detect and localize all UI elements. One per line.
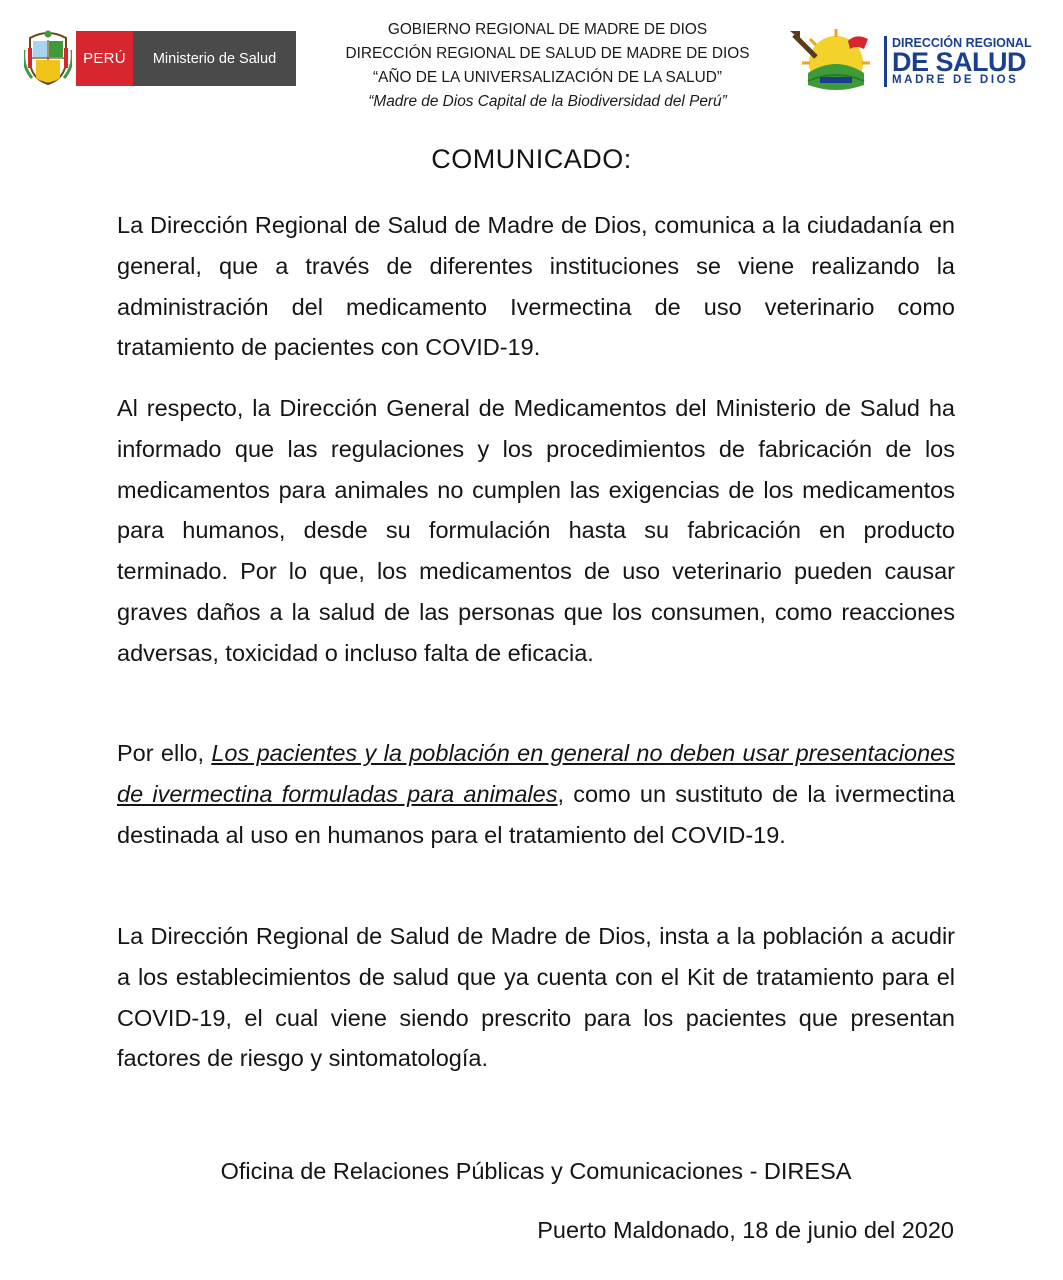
diresa-line-2: DE SALUD	[892, 47, 1027, 77]
document-title: COMUNICADO:	[431, 144, 632, 174]
paragraph-4: La Dirección Regional de Salud de Madre de Dios, insta a la población a acudir a los establecimientos de salud que ya cuenta con el Kit de tratamiento para el COVID-19, el cual viene siendo prescrito para los pacientes que presentan factores de riesgo y sintomatología.	[117, 923, 955, 1072]
paragraph-3-emphasis: Los pacientes y la población en general no deben usar presentaciones de ivermectina formuladas para animales	[117, 740, 955, 807]
peru-coat-of-arms-icon	[24, 30, 72, 86]
year-motto: “AÑO DE LA UNIVERSALIZACIÓN DE LA SALUD”	[373, 69, 722, 86]
paragraph-3-intro: Por ello,	[117, 740, 212, 766]
issuing-office: Oficina de Relaciones Públicas y Comunicaciones - DIRESA	[220, 1158, 852, 1184]
letterhead	[0, 0, 1063, 130]
directorate-name: DIRECCIÓN REGIONAL DE SALUD DE MADRE DE DIOS	[345, 45, 750, 62]
minsa-ministry: Ministerio de Salud	[133, 31, 296, 86]
paragraph-2: Al respecto, la Dirección General de Medicamentos del Ministerio de Salud ha informado que las regulaciones y los procedimientos de fabricación de los medicamentos para animales no cumplen las exigencias de los medicamentos para humanos, desde su formulación hasta su fabricación en producto terminado. Por lo que, los medicamentos de uso veterinario pueden causar graves daños a la salud de las personas que los consumen, como reacciones adversas, toxicidad o incluso falta de eficacia.	[117, 395, 955, 666]
region-motto: “Madre de Dios Capital de la Biodiversidad del Perú”	[368, 93, 727, 110]
gov-name: GOBIERNO REGIONAL DE MADRE DE DIOS	[387, 21, 708, 38]
minsa-country: PERÚ	[76, 31, 133, 86]
diresa-wordmark	[884, 36, 1044, 87]
letterhead-text	[300, 18, 795, 114]
paragraph-3-rest: , como un sustituto de la ivermectina destinada al uso en humanos para el tratamiento del COVID-19.	[117, 780, 955, 848]
diresa-line-3: MADRE DE DIOS	[892, 74, 1019, 86]
minsa-logo	[76, 31, 296, 86]
paragraph-1: La Dirección Regional de Salud de Madre de Dios, comunica a la ciudadanía en general, que a través de diferentes instituciones se viene realizando la administración del medicamento Ivermectina de uso veterinario como tratamiento de pacientes con COVID-19.	[117, 212, 955, 361]
diresa-line-1: DIRECCIÓN REGIONAL	[892, 36, 1032, 50]
place-and-date: Puerto Maldonado, 18 de junio del 2020	[537, 1217, 954, 1243]
paragraph-3	[117, 733, 955, 855]
